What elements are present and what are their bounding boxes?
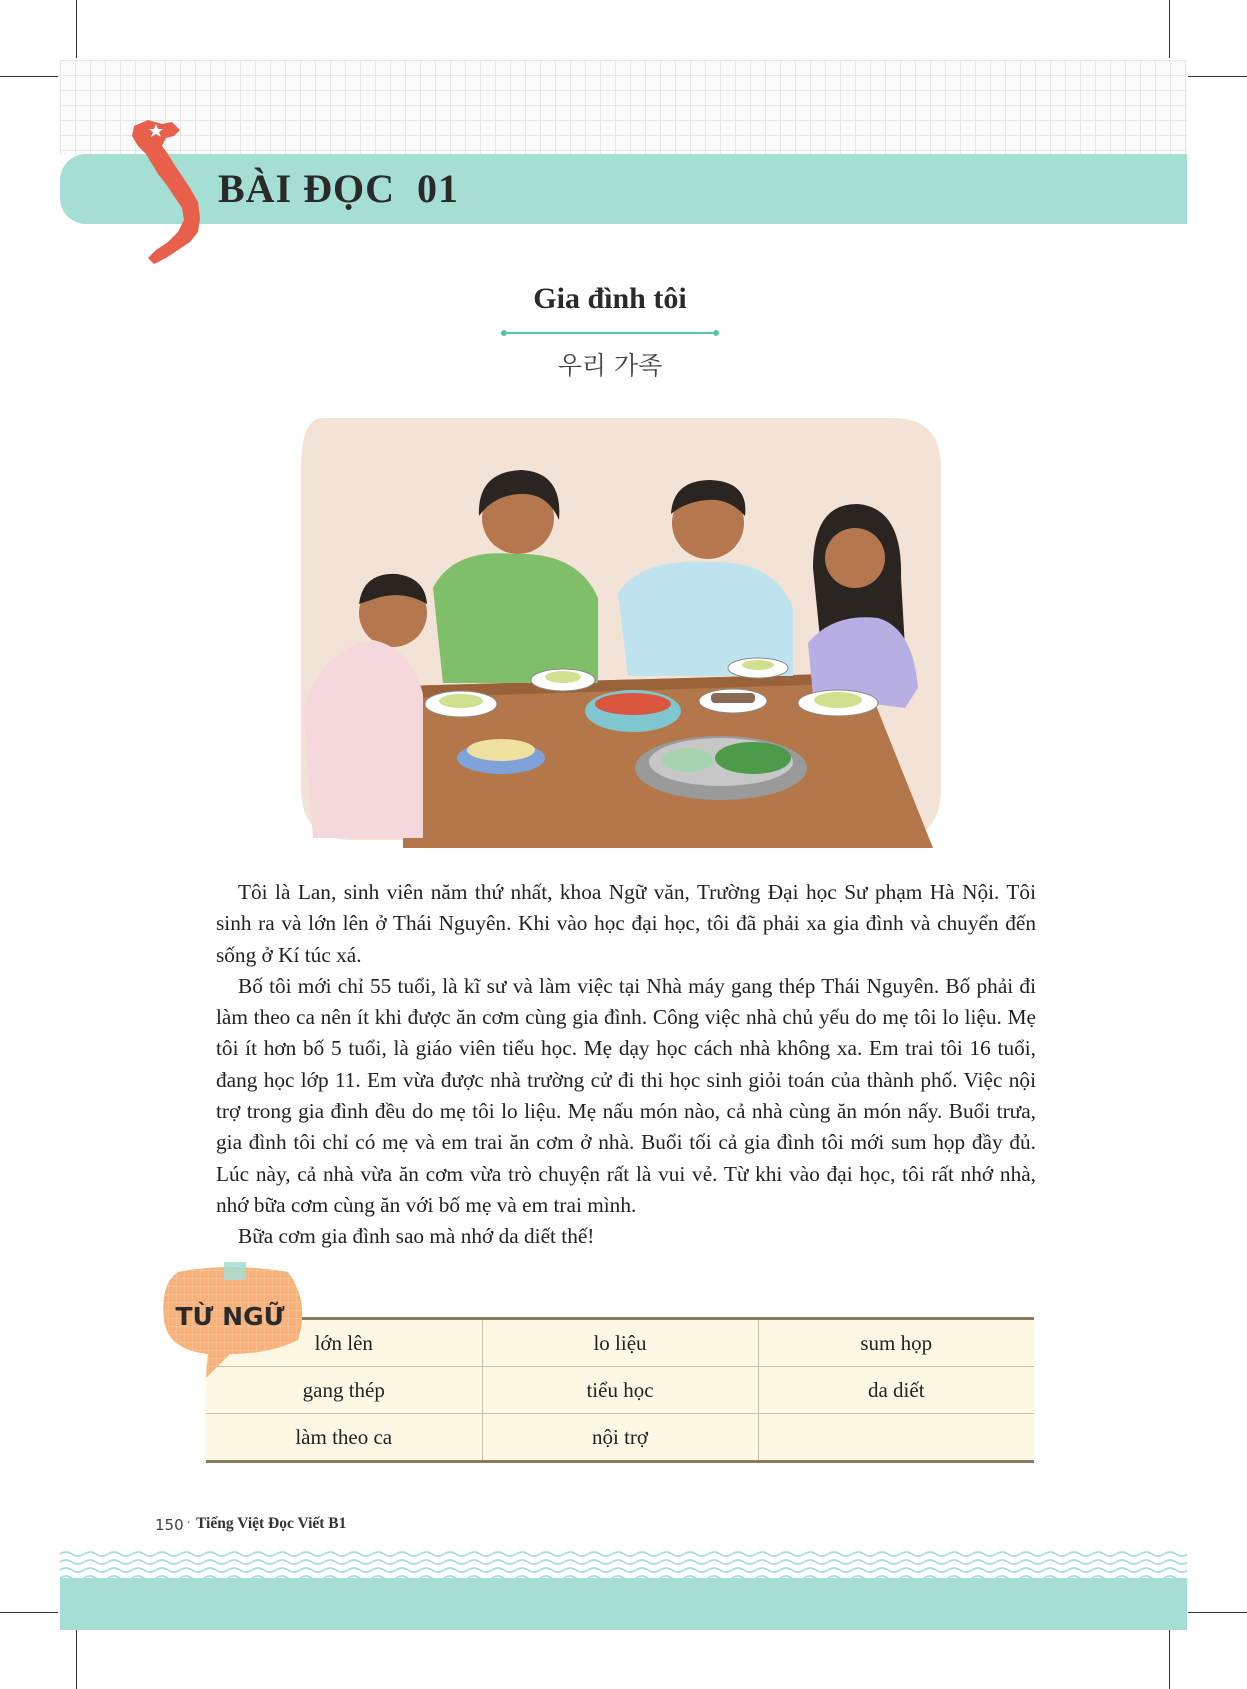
- crop-mark: [1169, 1630, 1170, 1689]
- vocab-cell: lớn lên: [314, 1330, 373, 1355]
- table-row: [206, 1414, 1034, 1462]
- crop-mark: [1188, 76, 1247, 77]
- crop-mark: [0, 1612, 58, 1613]
- book-title: Tiếng Việt Đọc Viết B1: [196, 1515, 347, 1532]
- vocab-cell: nội trợ: [482, 1414, 758, 1462]
- vocab-cell: làm theo ca: [206, 1414, 482, 1462]
- vocab-cell: lo liệu: [482, 1319, 758, 1367]
- footer-band: [60, 1578, 1187, 1630]
- reading-paragraph: Bữa cơm gia đình sao mà nhớ da diết thế!: [238, 1224, 595, 1249]
- crop-mark: [1188, 1612, 1247, 1613]
- footer-separator: ·: [186, 1515, 191, 1531]
- reading-text: [216, 877, 1036, 1253]
- story-title: Gia đình tôi: [533, 282, 687, 315]
- vocab-cell: da diết: [758, 1367, 1034, 1414]
- vocab-cell: gang thép: [206, 1367, 482, 1414]
- vietnam-map-icon: [128, 118, 208, 268]
- crop-mark: [0, 76, 58, 77]
- vocab-cell: sum họp: [758, 1319, 1034, 1367]
- crop-mark: [76, 0, 77, 58]
- reading-paragraph: Tôi là Lan, sinh viên năm thứ nhất, khoa Ngữ văn, Trường Đại học Sư phạm Hà Nội. Tôi sinh ra và lớn lên ở Thái Nguyên. Khi vào học đại học, tôi đã phải xa gia đình và chuyển đến sống ở Kí túc xá.: [216, 880, 1036, 967]
- crop-mark: [1169, 0, 1170, 58]
- header-grid-background: [60, 60, 1187, 155]
- story-subtitle: 우리 가족: [557, 351, 663, 380]
- vocabulary-badge-label: TỪ NGỮ: [175, 1302, 285, 1331]
- table-row: [206, 1319, 1034, 1367]
- crop-mark: [76, 1630, 77, 1689]
- title-underline: [500, 328, 720, 338]
- vocabulary-table: [206, 1317, 1034, 1463]
- page-number: 150: [155, 1516, 184, 1534]
- family-dinner-illustration: [293, 408, 950, 848]
- footer-waves: [60, 1550, 1187, 1580]
- lesson-title: BÀI ĐỌC 01: [218, 166, 460, 211]
- table-row: [206, 1367, 1034, 1414]
- reading-paragraph: Bố tôi mới chỉ 55 tuổi, là kĩ sư và làm việc tại Nhà máy gang thép Thái Nguyên. Bố phải đi làm theo ca nên ít khi được ăn cơm cùng gia đình. Công việc nhà chủ yếu do mẹ tôi lo liệu. Mẹ tôi ít hơn bố 5 tuổi, là giáo viên tiểu học. Mẹ dạy học cách nhà không xa. Em trai tôi 16 tuổi, đang học lớp 11. Em vừa được nhà trường cử đi thi học sinh giỏi toán của thành phố. Việc nội trợ trong gia đình đều do mẹ tôi lo liệu. Mẹ nấu món nào, cả nhà cùng ăn món nấy. Buổi trưa, gia đình tôi chỉ có mẹ và em trai ăn cơm ở nhà. Buổi tối cả gia đình tôi mới sum họp đầy đủ. Lúc này, cả nhà vừa ăn cơm vừa trò chuyện rất là vui vẻ. Từ khi vào đại học, tôi rất nhớ nhà, nhớ bữa cơm cùng ăn với bố mẹ và em trai mình.: [216, 973, 1036, 1217]
- vocab-cell: [758, 1414, 1034, 1462]
- vocab-cell: tiểu học: [482, 1367, 758, 1414]
